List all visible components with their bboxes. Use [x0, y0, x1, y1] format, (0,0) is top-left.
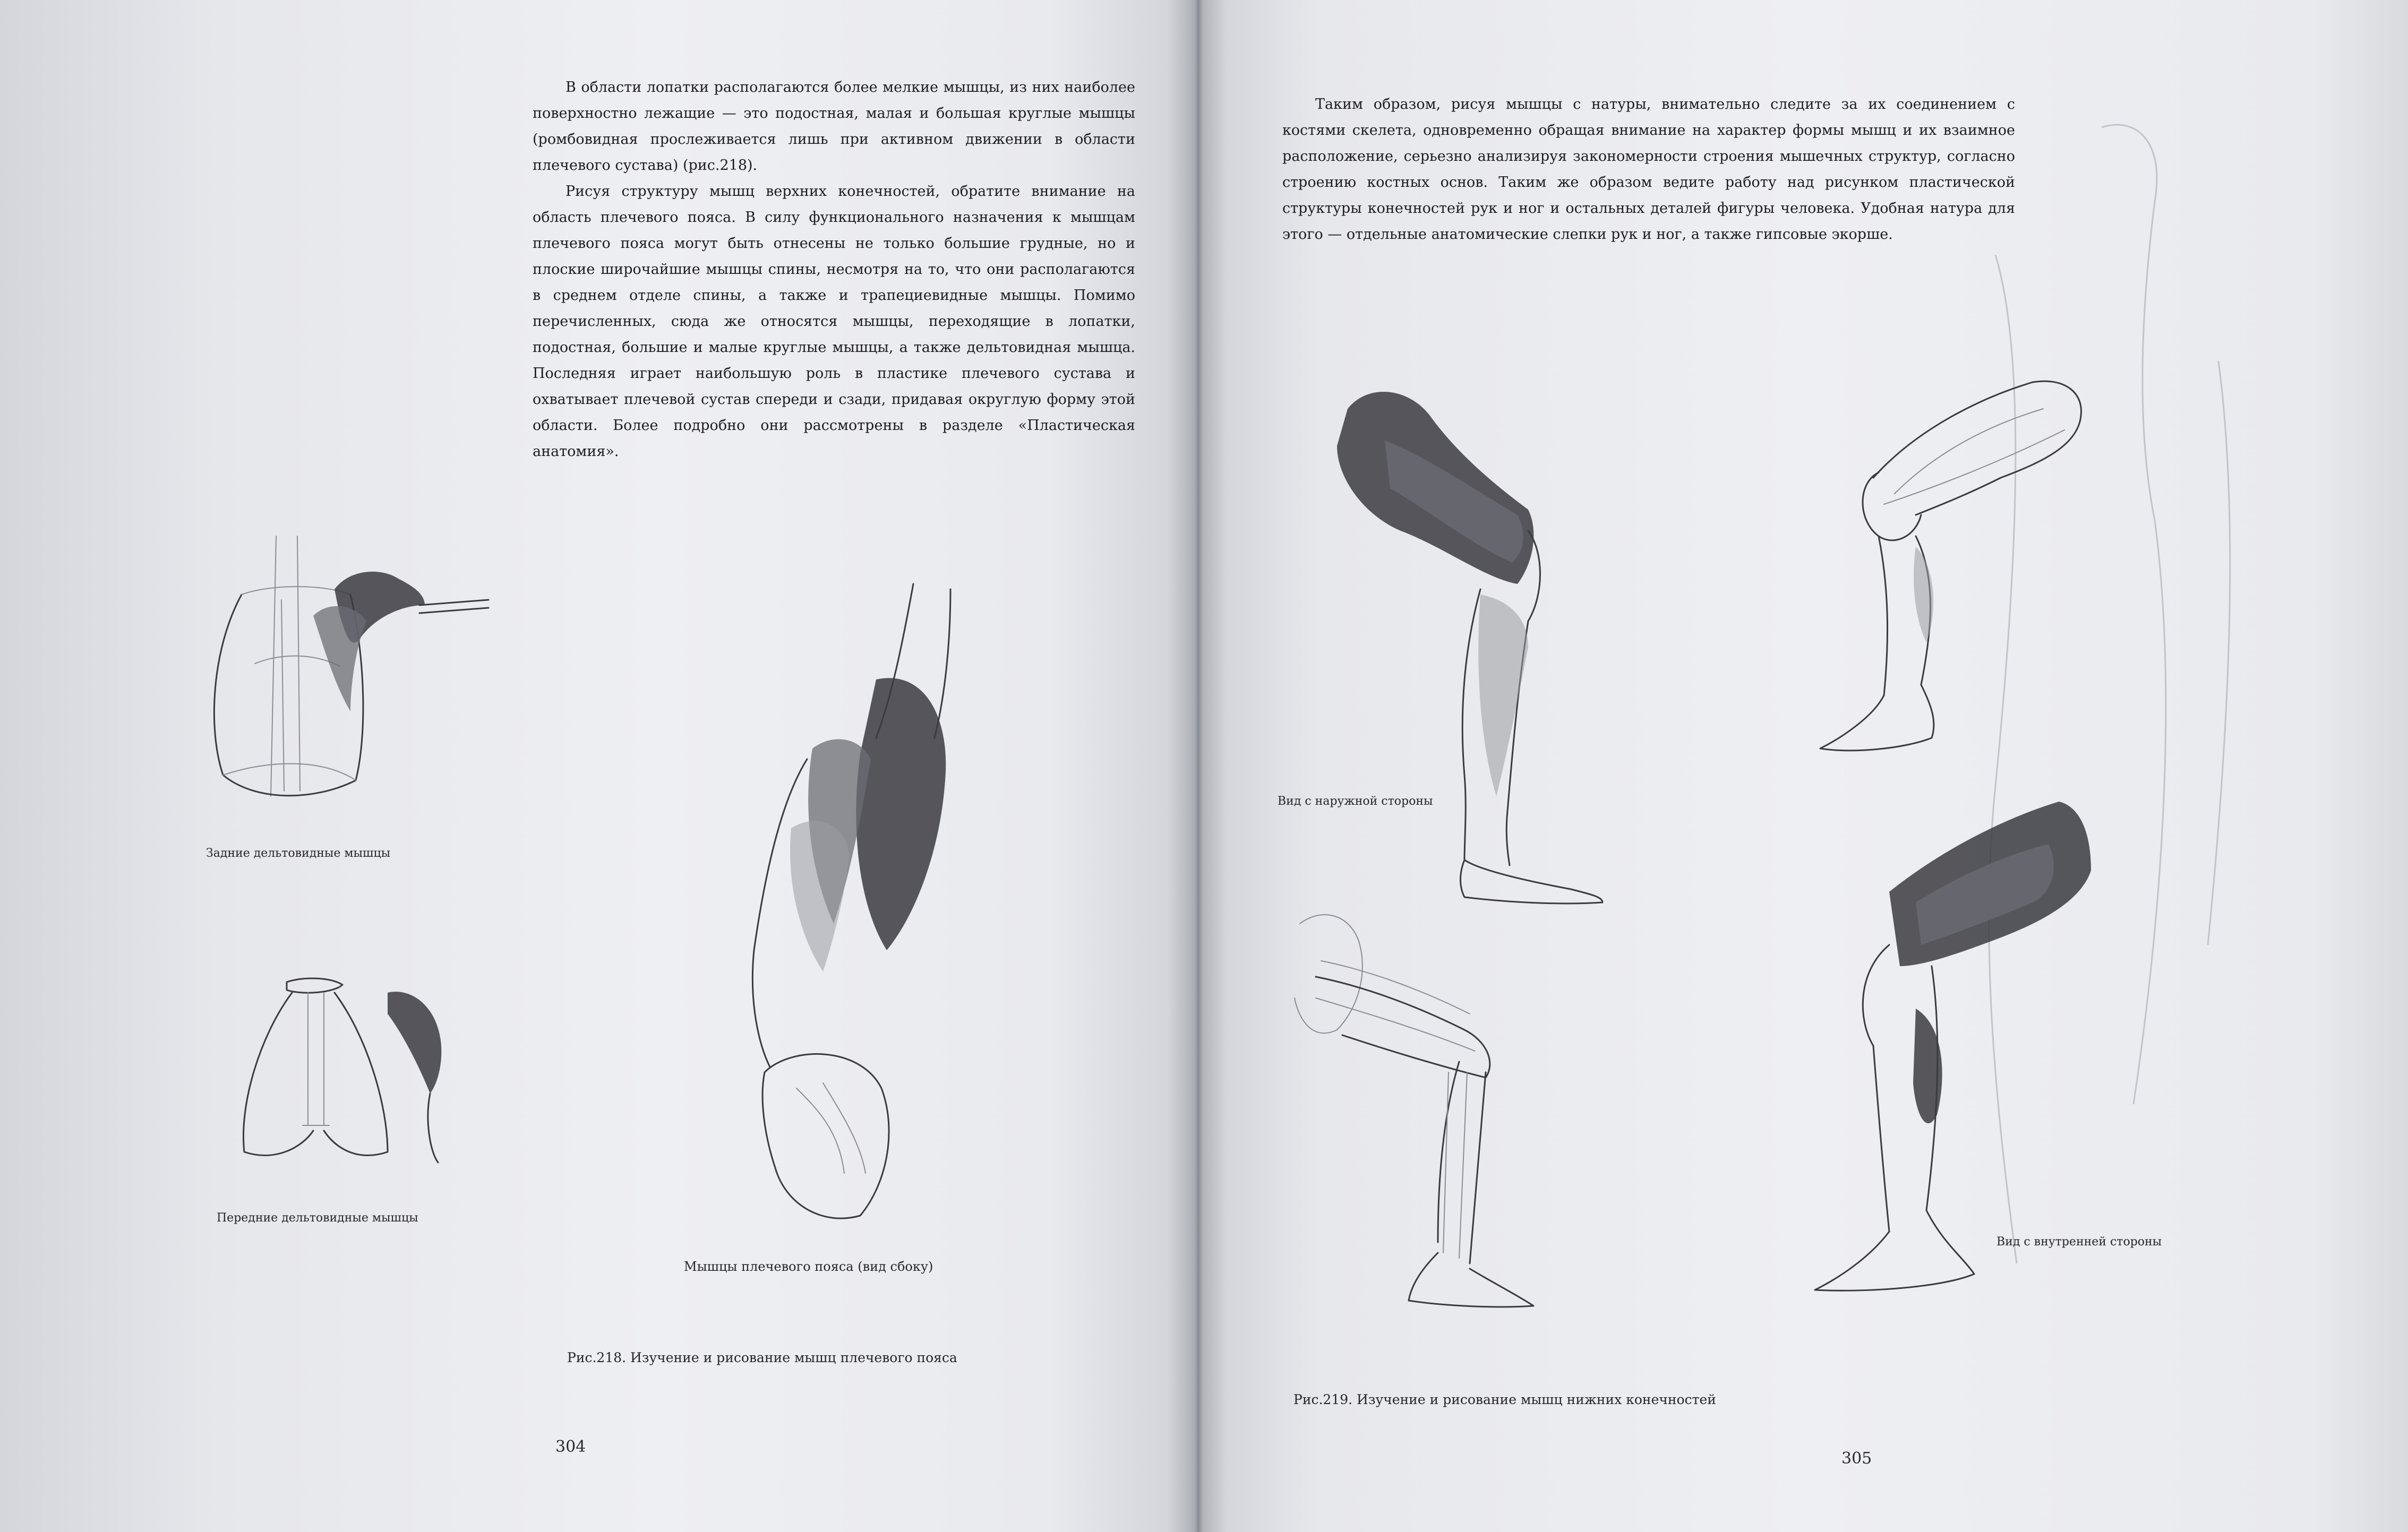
outer-view-caption: Вид с наружной стороны	[1278, 795, 1433, 808]
left-paragraph: В области лопатки располагаются более мелкие мышцы, из них наиболее поверхностно лежащие — это подостная, малая и большая круглые мышцы (ромбовидная прослеживается лишь при активном движении в области плечевого сустава) (рис.218).	[533, 79, 1135, 174]
shoulder-girdle-caption: Мышцы плечевого пояса (вид сбоку)	[684, 1259, 933, 1274]
right-paragraph: Таким образом, рисуя мышцы с натуры, внимательно следите за их соединением с костями скелета, одновременно обращая внимание на характер формы мышц и их взаимное расположение, серьезно анализируя закономерности строения мышечных структур, согласно строению костных основ. Таким же образом ведите работу над рисунком пластической структуры конечностей рук и ног и остальных деталей фигуры человека. Удобная натура для этого — отдельные анатомические слепки рук и ног, а также гипсовые экорше.	[1282, 96, 2015, 243]
shoulder-girdle-drawing	[701, 579, 1019, 1237]
right-page-text	[1282, 91, 2015, 247]
left-page	[0, 0, 1192, 1532]
left-paragraph: Рисуя структуру мышц верхних конечностей, обратите внимание на область плечевого пояса. В силу функционального назначения к мышцам плечевого пояса могут быть отнесены не только большие грудные, но и плоские широчайшие мышцы спины, несмотря на то, что они располагаются в среднем отделе спины, а также и трапециевидные мышцы. Помимо перечисленных, сюда же относятся мышцы, переходящие в лопатки, подостная, большие и малые круглые мышцы, а также дельтовидная мышца. Последняя играет наибольшую роль в пластике плечевого сустава и охватывает плечевой сустав спереди и сзади, придавая округлую форму этой области. Более подробно они рассмотрены в разделе «Пластическая анатомия».	[533, 183, 1135, 460]
posterior-deltoids-caption: Задние дельтовидные мышцы	[206, 847, 391, 860]
leg-outer-view-drawing	[1305, 372, 1645, 913]
anterior-deltoids-drawing	[228, 971, 467, 1184]
anterior-deltoids-caption: Передние дельтовидные мышцы	[217, 1211, 418, 1225]
figure-218-caption: Рис.218. Изучение и рисование мышц плечевого пояса	[567, 1350, 957, 1365]
leg-contour-top-drawing	[1810, 366, 2107, 770]
inner-view-caption: Вид с внутренней стороны	[1996, 1235, 2162, 1249]
left-page-text	[533, 74, 1135, 464]
posterior-deltoids-drawing	[191, 526, 499, 812]
book-gutter	[1168, 0, 1227, 1532]
page-number: 305	[1841, 1449, 1872, 1468]
right-page	[1199, 0, 2408, 1532]
leg-skeletal-sketch-drawing	[1284, 902, 1560, 1327]
page-number: 304	[555, 1438, 586, 1456]
figure-219-caption: Рис.219. Изучение и рисование мышц нижних конечностей	[1293, 1392, 1716, 1407]
